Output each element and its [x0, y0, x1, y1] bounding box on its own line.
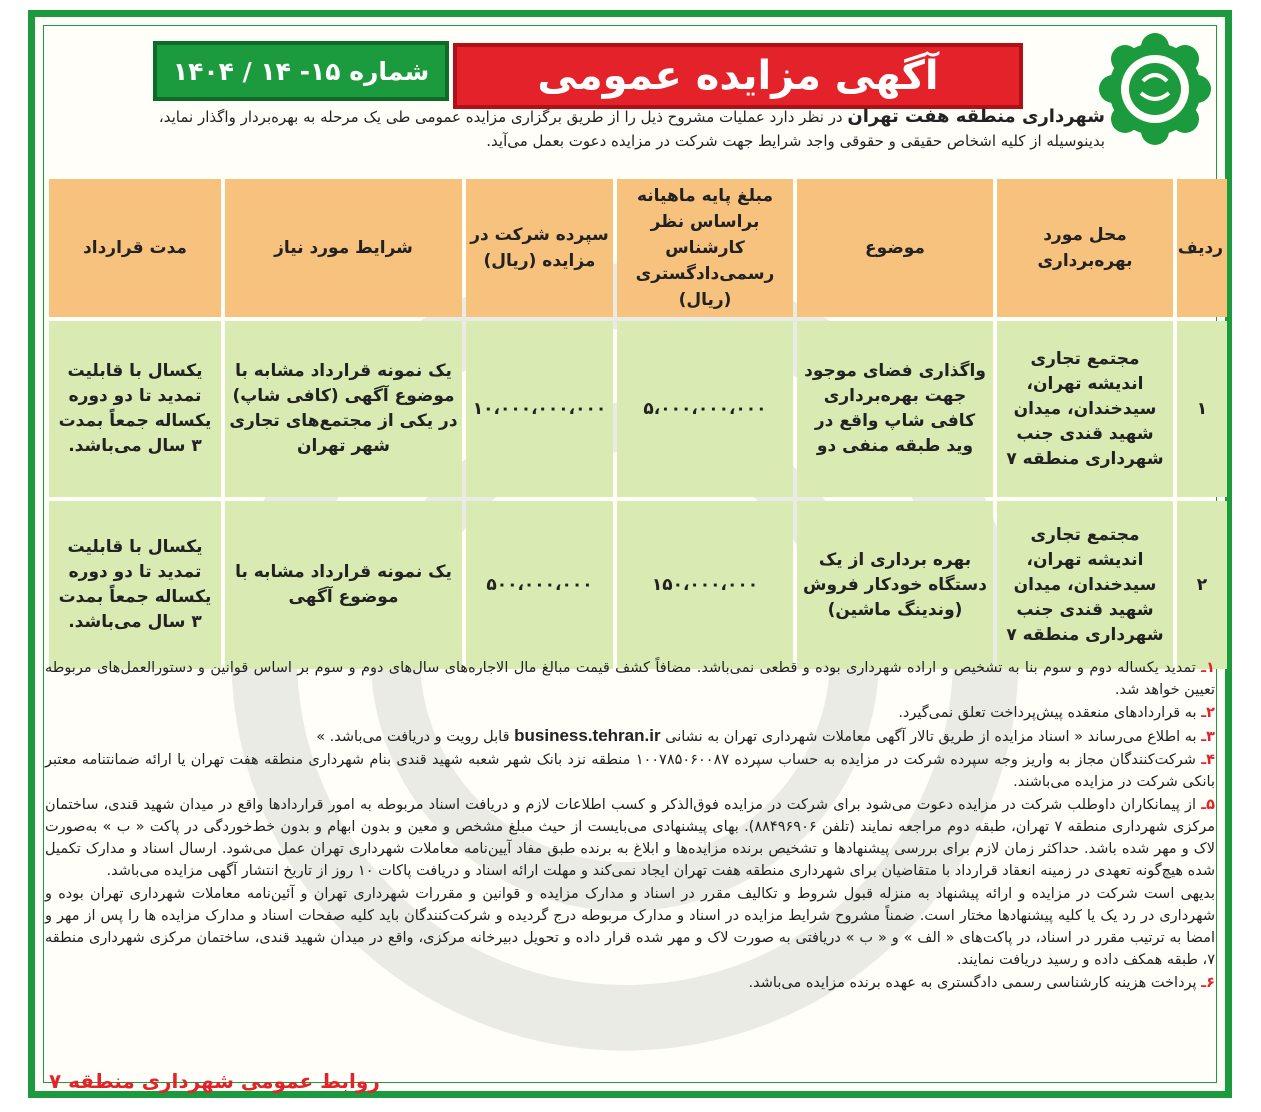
- header-duration: مدت قرارداد: [49, 179, 221, 317]
- note-1: [45, 657, 1215, 701]
- note-4-number: ۴ـ: [1201, 752, 1216, 768]
- notes-section: [45, 657, 1215, 995]
- note-2-number: ۲ـ: [1201, 705, 1215, 721]
- ad-number: شماره ۱۵- ۱۴ / ۱۴۰۴: [153, 41, 449, 101]
- note-5-number: ۵ـ: [1201, 797, 1215, 813]
- cell-location: مجتمع تجاری اندیشه تهران، سیدخندان، میدان شهید قندی جنب شهرداری منطقه ۷: [997, 321, 1173, 497]
- cell-conditions: یک نمونه قرارداد مشابه با موضوع آگهی: [225, 501, 462, 669]
- note-5: [45, 794, 1215, 882]
- note-2: [45, 702, 1215, 724]
- note-3-number: ۳ـ: [1201, 729, 1215, 745]
- cell-deposit: ۱۰،۰۰۰،۰۰۰،۰۰۰: [466, 321, 613, 497]
- cell-row-number: ۱: [1177, 321, 1227, 497]
- note-5-text: از پیمانکاران داوطلب شرکت در مزایده دعوت می‌شود برای شرکت در مزایده فوق‌الذکر و کسب اطلاعات لازم و دریافت اسناد مربوطه به امور قراردادها واقع در میدان شهید قندی، ساختمان مرکزی شهرداری منطقه ۷ تهران، طبقه دوم مراجعه نمایند (تلفن ۸۸۴۹۶۹۰۶). بهای پیشنهادی می‌بایست از حیث مبلغ مشخص و معین و بدون ابهام و بدون خط‌خوردگی در پاکت « ب » به‌صورت لاک و مهر شده باشد. حداکثر زمان لازم برای بررسی پیشنهادها و تشخیص برنده مزایده‌ها و ابلاغ به برنده طبق مفاد آیین‌نامه معاملات شهرداری تهران عمل می‌شود. ارسال اسناد و مدارک تکمیل شده هیچ‌گونه تعهدی در زمینه انعقاد قرارداد با متقاضیان برای شهرداری منطقه هفت تهران ایجاد نمی‌کند و مهلت ارائه اسناد و دریافت پاکات ۱۰ روز از تاریخ انتشار آگهی مزایده می‌باشد.: [45, 797, 1216, 879]
- note-general: بدیهی است شرکت در مزایده و ارائه پیشنهاد به منزله قبول شروط و تکالیف مقرر در اسناد و مدارک مزایده و قوانین و مقررات شهرداری تهران و آئین‌نامه معاملات شهرداری تهران بوده و شهرداری در رد یک یا کلیه پیشنهادها مختار است. ضمناً مشروح شرایط مزایده در اسناد و مدارک مربوطه درج گردیده و شرکت‌کنندگان باید کلیه صفحات اسناد و مدارک مزایده ها را پس از مهر و امضا به ترتیب مقرر در اسناد، در پاکت‌های « الف » و « ب » دریافتی به صورت لاک و مهر شده قرار داده و تحویل دبیرخانه مرکزی، واقع در میدان شهید قندی، ساختمان مرکزی شهرداری منطقه ۷، طبقه همکف داده و رسید دریافت نمایند.: [45, 886, 1215, 968]
- note-2-text: به قراردادهای منعقده پیش‌پرداخت تعلق نمی‌گیرد.: [898, 705, 1197, 721]
- ad-frame: [28, 10, 1232, 1098]
- ad-title: آگهی مزایده عمومی: [453, 43, 1023, 109]
- intro-text: [43, 105, 1105, 153]
- cell-deposit: ۵۰۰،۰۰۰،۰۰۰: [466, 501, 613, 669]
- intro-municipality: شهرداری منطقه هفت تهران: [847, 106, 1105, 127]
- intro-line2: بدینوسیله از کلیه اشخاص حقیقی و حقوقی واجد شرایط جهت شرکت در مزایده دعوت بعمل می‌آید.: [486, 132, 1105, 150]
- cell-conditions: یک نمونه قرارداد مشابه با موضوع آگهی (کافی شاپ) در یکی از مجتمع‌های تجاری شهر تهران: [225, 321, 462, 497]
- cell-row-number: ۲: [1177, 501, 1227, 669]
- table-row: [49, 501, 1227, 669]
- note-6: [45, 972, 1215, 994]
- note-3-text-a: به اطلاع می‌رساند « اسناد مزایده از طریق تالار آگهی معاملات شهرداری تهران به نشانی: [665, 729, 1197, 745]
- table-row: [49, 321, 1227, 497]
- header-conditions: شرایط مورد نیاز: [225, 179, 462, 317]
- footer-public-relations: روابط عمومی شهرداری منطقه ۷: [49, 1069, 380, 1093]
- note-3: [45, 725, 1215, 748]
- table-header-row: [49, 179, 1227, 317]
- note-1-number: ۱ـ: [1201, 660, 1215, 676]
- header-row-number: ردیف: [1177, 179, 1227, 317]
- header-base-price: مبلغ پایه ماهیانه براساس نظر کارشناس رسمی‌دادگستری (ریال): [617, 179, 793, 317]
- business-site-link[interactable]: business.tehran.ir: [514, 726, 661, 745]
- cell-duration: یکسال با قابلیت تمدید تا دو دوره یکساله جمعاً بمدت ۳ سال می‌باشد.: [49, 501, 221, 669]
- note-1-text: تمدید یکساله دوم و سوم بنا به تشخیص و اراده شهرداری بوده و قطعی نمی‌باشد. مضافاً کشف قیمت مبالغ مال الاجاره‌های سال‌های دوم و سوم بر اساس قوانین و دستورالعمل‌های مربوطه تعیین خواهد شد.: [45, 660, 1215, 698]
- header-location: محل مورد بهره‌برداری: [997, 179, 1173, 317]
- tehran-municipality-logo-icon: [1095, 29, 1215, 149]
- cell-subject: بهره برداری از یک دستگاه خودکار فروش (وندینگ ماشین): [797, 501, 993, 669]
- auction-table: [45, 175, 1231, 673]
- note-6-number: ۶ـ: [1201, 975, 1215, 991]
- note-4: [45, 749, 1215, 793]
- note-4-text: شرکت‌کنندگان مجاز به واریز وجه سپرده شرکت در مزایده به حساب سپرده ۱۰۰۷۸۵۰۶۰۰۸۷ منطقه نزد بانک شهر شعبه شهید قندی بنام شهرداری منطقه هفت تهران یا ارائه ضمانتنامه معتبر بانکی شرکت در مزایده می‌باشند.: [45, 752, 1215, 790]
- note-3-text-b: قابل رویت و دریافت می‌باشد. »: [316, 729, 510, 745]
- cell-base-price: ۱۵۰،۰۰۰،۰۰۰: [617, 501, 793, 669]
- header-deposit: سپرده شرکت در مزایده (ریال): [466, 179, 613, 317]
- note-6-text: پرداخت هزینه کارشناسی رسمی دادگستری به عهده برنده مزایده می‌باشد.: [748, 975, 1197, 991]
- intro-line1: در نظر دارد عملیات مشروح ذیل را از طریق برگزاری مزایده عمومی طی یک مرحله به بهره‌بردار واگذار نماید،: [158, 108, 848, 126]
- cell-base-price: ۵،۰۰۰،۰۰۰،۰۰۰: [617, 321, 793, 497]
- header-subject: موضوع: [797, 179, 993, 317]
- cell-subject: واگذاری فضای موجود جهت بهره‌برداری کافی شاپ واقع در وید طبقه منفی دو: [797, 321, 993, 497]
- cell-duration: یکسال با قابلیت تمدید تا دو دوره یکساله جمعاً بمدت ۳ سال می‌باشد.: [49, 321, 221, 497]
- cell-location: مجتمع تجاری اندیشه تهران، سیدخندان، میدان شهید قندی جنب شهرداری منطقه ۷: [997, 501, 1173, 669]
